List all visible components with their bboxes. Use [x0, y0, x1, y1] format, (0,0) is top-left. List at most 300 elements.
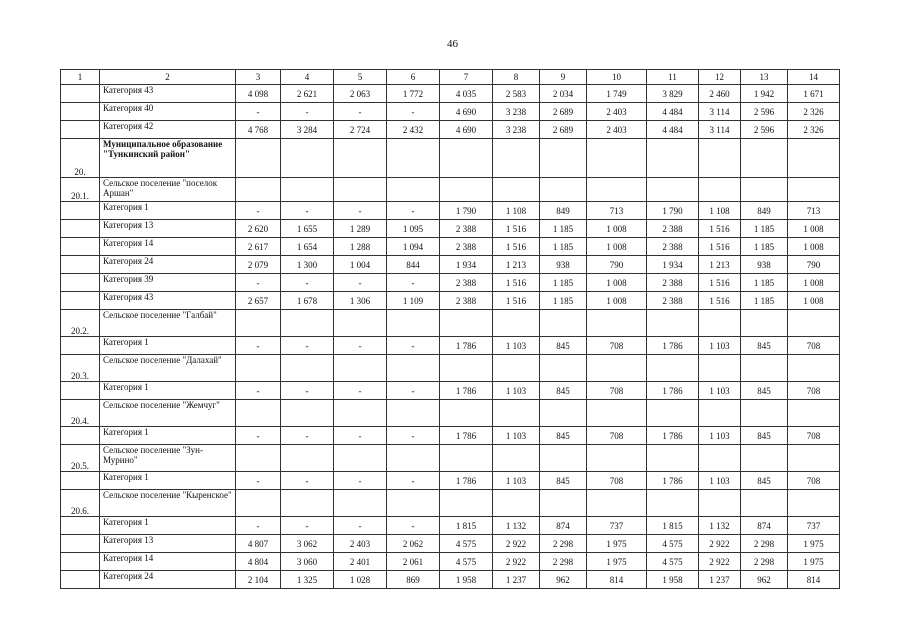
value-cell: 708 — [587, 382, 647, 400]
value-cell — [741, 178, 788, 202]
value-cell — [387, 355, 440, 382]
row-number-cell: 20.4. — [61, 400, 100, 427]
value-cell: 938 — [540, 256, 587, 274]
value-cell: 713 — [788, 202, 840, 220]
row-name-cell: Сельское поселение "Жемчуг" — [100, 400, 236, 427]
category-row — [61, 472, 840, 490]
value-cell: - — [387, 202, 440, 220]
value-cell: 2 388 — [647, 292, 699, 310]
value-cell: 2 583 — [493, 85, 540, 103]
value-cell: 4 690 — [440, 121, 493, 139]
value-cell: 1 237 — [493, 571, 540, 589]
value-cell: 845 — [741, 427, 788, 445]
value-cell: 4 575 — [440, 553, 493, 571]
tariff-table — [60, 69, 840, 589]
value-cell: 1 786 — [440, 427, 493, 445]
column-number-cell: 11 — [647, 70, 699, 85]
value-cell: - — [334, 274, 387, 292]
row-name-cell: Категория 14 — [100, 238, 236, 256]
value-cell: - — [334, 382, 387, 400]
value-cell: 1 289 — [334, 220, 387, 238]
value-cell: - — [387, 472, 440, 490]
value-cell: 4 035 — [440, 85, 493, 103]
value-cell: 1 185 — [741, 292, 788, 310]
value-cell: 1 786 — [440, 337, 493, 355]
value-cell — [741, 139, 788, 178]
value-cell: 4 804 — [236, 553, 281, 571]
value-cell: 2 298 — [540, 535, 587, 553]
value-cell: 845 — [741, 382, 788, 400]
section-row — [61, 445, 840, 472]
value-cell: 1 103 — [493, 382, 540, 400]
value-cell: - — [236, 337, 281, 355]
value-cell — [788, 355, 840, 382]
value-cell — [587, 400, 647, 427]
value-cell: 2 062 — [387, 535, 440, 553]
value-cell — [281, 178, 334, 202]
value-cell — [387, 310, 440, 337]
value-cell: 874 — [741, 517, 788, 535]
value-cell: 2 063 — [334, 85, 387, 103]
value-cell: 2 388 — [440, 220, 493, 238]
column-number-cell: 5 — [334, 70, 387, 85]
value-cell: 1 132 — [493, 517, 540, 535]
value-cell: 1 934 — [440, 256, 493, 274]
value-cell — [788, 310, 840, 337]
value-cell: 1 516 — [699, 274, 741, 292]
value-cell: 845 — [741, 337, 788, 355]
value-cell: 2 388 — [647, 274, 699, 292]
value-cell: 708 — [587, 337, 647, 355]
value-cell — [647, 355, 699, 382]
value-cell — [587, 178, 647, 202]
value-cell: 3 062 — [281, 535, 334, 553]
value-cell: 1 654 — [281, 238, 334, 256]
value-cell — [540, 355, 587, 382]
value-cell — [236, 310, 281, 337]
row-name-cell: Муниципальное образование "Тункинский район" — [100, 139, 236, 178]
value-cell: 1 516 — [493, 238, 540, 256]
value-cell: 814 — [587, 571, 647, 589]
column-number-cell: 8 — [493, 70, 540, 85]
value-cell: 2 298 — [540, 553, 587, 571]
column-number-cell: 1 — [61, 70, 100, 85]
value-cell — [647, 445, 699, 472]
value-cell: 1 109 — [387, 292, 440, 310]
value-cell: 845 — [540, 382, 587, 400]
value-cell: 2 432 — [387, 121, 440, 139]
value-cell: 1 213 — [493, 256, 540, 274]
value-cell — [699, 139, 741, 178]
value-cell: 1 103 — [493, 337, 540, 355]
row-name-cell: Категория 1 — [100, 517, 236, 535]
value-cell — [387, 400, 440, 427]
value-cell: 1 516 — [699, 220, 741, 238]
row-number-cell: 20.3. — [61, 355, 100, 382]
value-cell: 737 — [587, 517, 647, 535]
value-cell: 2 403 — [587, 121, 647, 139]
value-cell: 2 403 — [587, 103, 647, 121]
value-cell: 2 922 — [699, 553, 741, 571]
row-number-cell — [61, 553, 100, 571]
row-name-cell: Сельское поселение "Галбай" — [100, 310, 236, 337]
category-row — [61, 256, 840, 274]
value-cell — [699, 355, 741, 382]
value-cell — [587, 445, 647, 472]
value-cell: 1 008 — [587, 274, 647, 292]
value-cell — [236, 445, 281, 472]
value-cell: 845 — [540, 472, 587, 490]
value-cell: 1 934 — [647, 256, 699, 274]
category-row — [61, 535, 840, 553]
value-cell: 1 008 — [587, 220, 647, 238]
page-number: 46 — [447, 38, 458, 50]
value-cell: 708 — [788, 472, 840, 490]
value-cell — [493, 139, 540, 178]
row-number-cell — [61, 274, 100, 292]
value-cell — [493, 178, 540, 202]
value-cell: 4 484 — [647, 103, 699, 121]
value-cell — [493, 400, 540, 427]
value-cell — [647, 139, 699, 178]
value-cell — [788, 445, 840, 472]
value-cell — [236, 400, 281, 427]
category-row — [61, 517, 840, 535]
value-cell: 1 185 — [741, 220, 788, 238]
value-cell: 1 975 — [587, 553, 647, 571]
value-cell: 2 657 — [236, 292, 281, 310]
value-cell: 814 — [788, 571, 840, 589]
value-cell: 849 — [741, 202, 788, 220]
value-cell: 3 238 — [493, 121, 540, 139]
value-cell: 1 213 — [699, 256, 741, 274]
column-number-cell: 6 — [387, 70, 440, 85]
value-cell — [440, 445, 493, 472]
value-cell — [236, 490, 281, 517]
row-number-cell — [61, 220, 100, 238]
value-cell: 2 403 — [334, 535, 387, 553]
value-cell: - — [334, 427, 387, 445]
value-cell: 849 — [540, 202, 587, 220]
value-cell: 708 — [788, 337, 840, 355]
value-cell: 1 008 — [587, 238, 647, 256]
value-cell: 4 807 — [236, 535, 281, 553]
value-cell: 1 815 — [647, 517, 699, 535]
value-cell — [387, 178, 440, 202]
row-number-cell — [61, 238, 100, 256]
value-cell — [493, 445, 540, 472]
value-cell — [587, 310, 647, 337]
value-cell — [741, 490, 788, 517]
row-number-cell: 20.5. — [61, 445, 100, 472]
value-cell — [741, 355, 788, 382]
value-cell: 1 975 — [587, 535, 647, 553]
value-cell — [540, 490, 587, 517]
value-cell: - — [236, 517, 281, 535]
row-name-cell: Категория 1 — [100, 202, 236, 220]
value-cell: 2 689 — [540, 121, 587, 139]
category-row — [61, 337, 840, 355]
value-cell: - — [281, 427, 334, 445]
value-cell: 1 306 — [334, 292, 387, 310]
value-cell — [440, 400, 493, 427]
row-name-cell: Сельское поселение "Далахай" — [100, 355, 236, 382]
value-cell: 1 237 — [699, 571, 741, 589]
value-cell — [741, 310, 788, 337]
value-cell: - — [387, 517, 440, 535]
value-cell — [387, 139, 440, 178]
value-cell: 1 786 — [647, 337, 699, 355]
value-cell — [788, 490, 840, 517]
value-cell: 2 922 — [493, 535, 540, 553]
value-cell: 2 388 — [647, 220, 699, 238]
row-name-cell: Категория 14 — [100, 553, 236, 571]
value-cell: 1 516 — [699, 238, 741, 256]
value-cell: 938 — [741, 256, 788, 274]
category-row — [61, 238, 840, 256]
value-cell: 845 — [741, 472, 788, 490]
value-cell — [540, 178, 587, 202]
value-cell — [788, 178, 840, 202]
value-cell: 1 185 — [741, 274, 788, 292]
value-cell: - — [387, 427, 440, 445]
row-name-cell: Категория 1 — [100, 337, 236, 355]
value-cell: 1 008 — [587, 292, 647, 310]
value-cell: 1 815 — [440, 517, 493, 535]
value-cell: 790 — [788, 256, 840, 274]
value-cell — [699, 400, 741, 427]
value-cell: 3 829 — [647, 85, 699, 103]
category-row — [61, 382, 840, 400]
value-cell: - — [334, 472, 387, 490]
value-cell: 1 958 — [647, 571, 699, 589]
value-cell: 2 620 — [236, 220, 281, 238]
value-cell — [540, 445, 587, 472]
value-cell: 2 388 — [440, 292, 493, 310]
section-row — [61, 178, 840, 202]
value-cell — [741, 445, 788, 472]
value-cell: 1 516 — [493, 220, 540, 238]
value-cell: - — [334, 202, 387, 220]
value-cell — [281, 310, 334, 337]
value-cell — [540, 400, 587, 427]
value-cell: 1 790 — [647, 202, 699, 220]
value-cell: - — [236, 202, 281, 220]
value-cell — [647, 178, 699, 202]
value-cell: 3 060 — [281, 553, 334, 571]
column-number-cell: 2 — [100, 70, 236, 85]
value-cell — [699, 310, 741, 337]
value-cell: 1 786 — [440, 472, 493, 490]
column-number-cell: 12 — [699, 70, 741, 85]
value-cell — [587, 355, 647, 382]
value-cell — [647, 310, 699, 337]
value-cell: - — [236, 103, 281, 121]
column-number-row — [61, 70, 840, 85]
value-cell: 1 325 — [281, 571, 334, 589]
value-cell: 1 103 — [493, 427, 540, 445]
value-cell: 1 516 — [699, 292, 741, 310]
value-cell: 962 — [540, 571, 587, 589]
value-cell: 2 079 — [236, 256, 281, 274]
row-name-cell: Категория 1 — [100, 472, 236, 490]
category-row — [61, 220, 840, 238]
category-row — [61, 274, 840, 292]
value-cell: - — [334, 337, 387, 355]
value-cell — [587, 490, 647, 517]
row-name-cell: Сельское поселение "Кыренское" — [100, 490, 236, 517]
row-name-cell: Сельское поселение "поселок Аршан" — [100, 178, 236, 202]
category-row — [61, 103, 840, 121]
value-cell — [440, 310, 493, 337]
value-cell: 1 103 — [699, 337, 741, 355]
value-cell: 2 617 — [236, 238, 281, 256]
value-cell: 2 061 — [387, 553, 440, 571]
value-cell: 2 298 — [741, 553, 788, 571]
value-cell: 1 095 — [387, 220, 440, 238]
value-cell: - — [334, 103, 387, 121]
value-cell: 1 975 — [788, 535, 840, 553]
row-name-cell: Категория 42 — [100, 121, 236, 139]
table-body — [61, 85, 840, 589]
value-cell: 869 — [387, 571, 440, 589]
value-cell: 1 103 — [699, 427, 741, 445]
value-cell: 1 516 — [493, 274, 540, 292]
value-cell: 1 185 — [540, 238, 587, 256]
value-cell: - — [334, 517, 387, 535]
value-cell — [647, 490, 699, 517]
value-cell — [540, 310, 587, 337]
row-name-cell: Категория 39 — [100, 274, 236, 292]
value-cell: 3 114 — [699, 121, 741, 139]
category-row — [61, 553, 840, 571]
value-cell: 1 786 — [647, 427, 699, 445]
value-cell — [440, 178, 493, 202]
value-cell: 1 300 — [281, 256, 334, 274]
row-number-cell: 20. — [61, 139, 100, 178]
value-cell — [540, 139, 587, 178]
value-cell — [387, 490, 440, 517]
value-cell — [236, 139, 281, 178]
value-cell: 2 388 — [647, 238, 699, 256]
value-cell: 1 516 — [493, 292, 540, 310]
value-cell — [281, 445, 334, 472]
row-number-cell — [61, 535, 100, 553]
value-cell: 1 185 — [540, 274, 587, 292]
row-name-cell: Категория 43 — [100, 292, 236, 310]
row-name-cell: Категория 40 — [100, 103, 236, 121]
value-cell: 845 — [540, 337, 587, 355]
row-number-cell — [61, 382, 100, 400]
value-cell: 1 786 — [647, 472, 699, 490]
row-number-cell: 20.2. — [61, 310, 100, 337]
value-cell: - — [281, 202, 334, 220]
category-row — [61, 85, 840, 103]
value-cell: - — [281, 382, 334, 400]
value-cell: 2 401 — [334, 553, 387, 571]
category-row — [61, 202, 840, 220]
value-cell: - — [236, 427, 281, 445]
value-cell: 1 975 — [788, 553, 840, 571]
column-number-cell: 14 — [788, 70, 840, 85]
value-cell: 4 575 — [647, 535, 699, 553]
value-cell: 2 104 — [236, 571, 281, 589]
column-number-cell: 9 — [540, 70, 587, 85]
value-cell: 1 958 — [440, 571, 493, 589]
value-cell: 1 103 — [699, 382, 741, 400]
value-cell: 790 — [587, 256, 647, 274]
value-cell: 1 008 — [788, 274, 840, 292]
value-cell: 1 108 — [493, 202, 540, 220]
value-cell — [334, 139, 387, 178]
row-name-cell: Категория 24 — [100, 256, 236, 274]
value-cell: 3 114 — [699, 103, 741, 121]
value-cell: 2 034 — [540, 85, 587, 103]
value-cell: 1 790 — [440, 202, 493, 220]
value-cell: 2 689 — [540, 103, 587, 121]
row-number-cell — [61, 85, 100, 103]
row-number-cell — [61, 427, 100, 445]
value-cell: - — [236, 382, 281, 400]
value-cell — [281, 355, 334, 382]
value-cell — [493, 490, 540, 517]
value-cell: 1 185 — [540, 220, 587, 238]
category-row — [61, 121, 840, 139]
row-number-cell: 20.6. — [61, 490, 100, 517]
value-cell — [281, 490, 334, 517]
value-cell: 4 690 — [440, 103, 493, 121]
row-number-cell — [61, 121, 100, 139]
column-number-cell: 3 — [236, 70, 281, 85]
value-cell — [387, 445, 440, 472]
row-name-cell: Категория 13 — [100, 535, 236, 553]
value-cell: 2 460 — [699, 85, 741, 103]
value-cell: 1 008 — [788, 292, 840, 310]
value-cell: 708 — [587, 472, 647, 490]
section-row — [61, 310, 840, 337]
value-cell: 737 — [788, 517, 840, 535]
row-number-cell — [61, 472, 100, 490]
value-cell: 3 284 — [281, 121, 334, 139]
value-cell — [440, 355, 493, 382]
value-cell: 1 786 — [440, 382, 493, 400]
value-cell: 962 — [741, 571, 788, 589]
value-cell: 2 298 — [741, 535, 788, 553]
value-cell: 1 108 — [699, 202, 741, 220]
value-cell: 708 — [788, 382, 840, 400]
value-cell — [788, 139, 840, 178]
value-cell — [493, 355, 540, 382]
value-cell: - — [236, 472, 281, 490]
value-cell: 2 596 — [741, 103, 788, 121]
value-cell — [334, 490, 387, 517]
column-number-cell: 7 — [440, 70, 493, 85]
row-name-cell: Категория 43 — [100, 85, 236, 103]
value-cell: 1 786 — [647, 382, 699, 400]
column-number-cell: 13 — [741, 70, 788, 85]
value-cell: - — [281, 274, 334, 292]
value-cell: 1 185 — [540, 292, 587, 310]
category-row — [61, 292, 840, 310]
row-name-cell: Категория 1 — [100, 427, 236, 445]
value-cell — [334, 310, 387, 337]
value-cell — [334, 178, 387, 202]
value-cell — [281, 139, 334, 178]
value-cell: - — [387, 274, 440, 292]
value-cell: 4 575 — [440, 535, 493, 553]
value-cell: 4 484 — [647, 121, 699, 139]
section-row — [61, 355, 840, 382]
